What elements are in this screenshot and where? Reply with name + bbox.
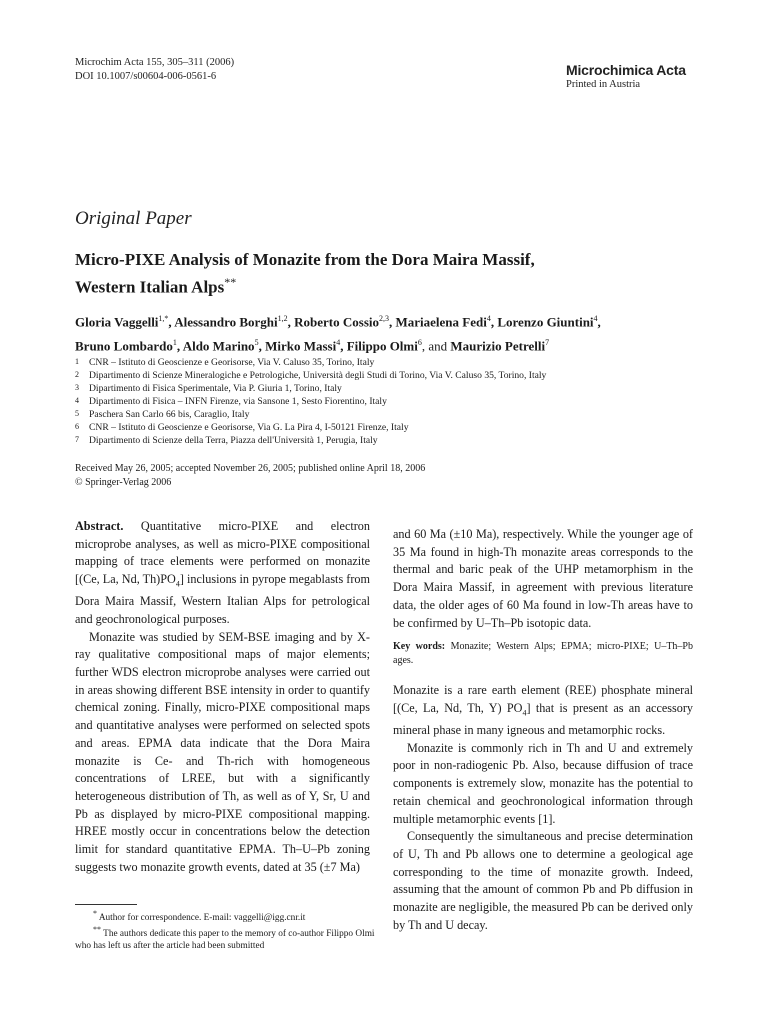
affiliation-item	[75, 408, 735, 421]
author-sep: ,	[258, 338, 266, 354]
author-name: Gloria Vaggelli	[75, 314, 159, 330]
author-affil: 1,2	[277, 314, 288, 323]
subscript: 4	[522, 708, 527, 718]
author-name: Mariaelena Fedi	[395, 314, 487, 330]
affiliation-number: 2	[75, 370, 79, 379]
affiliation-item	[75, 395, 735, 408]
affiliation-number: 4	[75, 396, 79, 405]
affiliation-item	[75, 434, 735, 447]
title-line-2-text: Western Italian Alps	[75, 277, 225, 297]
author-sep: ,	[597, 314, 601, 330]
author-sep: ,	[168, 314, 175, 330]
footnote-mark: *	[93, 909, 97, 918]
author-affil: 1,*	[158, 314, 169, 323]
intro-text: ] that is present as an accessory mineral phase in many igneous and metamorphic rocks.	[393, 700, 693, 738]
paper-type: Original Paper	[75, 208, 192, 229]
right-column	[393, 526, 693, 935]
intro-paragraph-1	[393, 682, 693, 740]
title-line-2	[75, 271, 715, 299]
author-affil: 6	[417, 338, 422, 348]
author-name: Roberto Cossio	[294, 314, 379, 330]
footnote-item	[75, 924, 375, 952]
affiliation-number: 6	[75, 422, 79, 431]
author-name: Maurizio Petrelli	[450, 338, 546, 354]
printed-in: Printed in Austria	[566, 79, 641, 90]
affiliation-item	[75, 421, 735, 434]
author-name: Filippo Olmi	[346, 338, 418, 354]
author-line-2	[75, 332, 735, 356]
author-name: Aldo Marino	[182, 338, 255, 354]
author-name: Lorenzo Giuntini	[497, 314, 594, 330]
author-sep: ,	[340, 338, 347, 354]
abstract-text: Quantitative micro-PIXE and electron microprobe analyses, as well as micro-PIXE compositional mapping of trace elements were performed on monazite [(Ce, La, Nd, Th)PO	[75, 519, 370, 587]
author-sep: ,	[176, 338, 183, 354]
author-affil: 4	[593, 314, 598, 323]
affiliation-text: CNR – Istituto di Geoscienze e Georisorse, Via G. La Pira 4, I-50121 Firenze, Italy	[89, 422, 409, 433]
affiliation-number: 1	[75, 357, 79, 366]
affiliation-number: 7	[75, 435, 79, 444]
author-sep: ,	[287, 314, 295, 330]
author-name: Mirko Massi	[265, 338, 337, 354]
journal-name: Microchimica Acta	[566, 62, 686, 78]
author-sep: ,	[490, 314, 498, 330]
footnote-item	[75, 908, 375, 924]
author-affil: 1	[172, 338, 177, 348]
affiliation-text: Dipartimento di Fisica Sperimentale, Via P. Giuria 1, Torino, Italy	[89, 383, 342, 394]
author-line-1	[75, 308, 735, 332]
abstract-paragraph-1	[75, 518, 370, 629]
footnote-text: Author for correspondence. E-mail: vaggelli@igg.cnr.it	[98, 913, 306, 924]
affiliation-item	[75, 356, 735, 369]
affiliation-item	[75, 382, 735, 395]
intro-paragraph-3: Consequently the simultaneous and precise determination of U, Th and Pb allows one to determine a geological age corresponding to the time of monazite growth. Indeed, assuming that the amount of common Pb and Pb diffusion in monazite are negligible, the measured Pb can be derived only by Th and U decay.	[393, 829, 693, 932]
author-affil: 7	[545, 338, 550, 348]
author-affil: 4	[336, 338, 341, 348]
footnote-rule	[75, 904, 137, 905]
keywords	[393, 640, 693, 668]
abstract-paragraph-3: and 60 Ma (±10 Ma), respectively. While the younger age of 35 Ma found in high-Th monazite areas corresponds to the thermal and baric peak of the UHP metamorphism in the Dora Maira Massif, in agreement with previous literature data, the older ages of 60 Ma found in low-Th areas have to be confirmed by U–Th–Pb isotopic data.	[393, 527, 693, 630]
title-footnote-mark: **	[224, 275, 237, 289]
affiliation-text: Dipartimento di Fisica – INFN Firenze, via Sansone 1, Sesto Fiorentino, Italy	[89, 396, 387, 407]
citation-header	[75, 56, 234, 84]
keywords-label: Key words:	[393, 641, 446, 653]
affiliation-text: Dipartimento di Scienze Mineralogiche e Petrologiche, Università degli Studi di Torino, Via V. Caluso 35, Torino, Italy	[89, 370, 547, 381]
intro-paragraph-2: Monazite is commonly rich in Th and U and extremely poor in non-radiogenic Pb. Also, because diffusion of trace components is extremely slow, monazite has the potential to retain chemical and geochronological information through multiple metamorphic events [1].	[393, 740, 693, 826]
left-column	[75, 518, 370, 877]
affiliation-text: Paschera San Carlo 66 bis, Caraglio, Italy	[89, 409, 250, 420]
author-sep: ,	[389, 314, 396, 330]
title-line-1: Micro-PIXE Analysis of Monazite from the Dora Maira Massif,	[75, 250, 535, 269]
keywords-text: Monazite; Western Alps; EPMA; micro-PIXE; U–Th–Pb ages.	[393, 641, 693, 667]
journal-branding	[566, 62, 686, 91]
affiliation-number: 3	[75, 383, 79, 392]
footnote-mark: **	[93, 925, 101, 935]
subscript: 4	[175, 579, 180, 589]
affiliation-text: CNR – Istituto di Geoscienze e Georisorse, Via V. Caluso 35, Torino, Italy	[89, 357, 375, 368]
author-affil: 2,3	[379, 314, 389, 323]
received-dates: Received May 26, 2005; accepted November 26, 2005; published online April 18, 2006	[75, 463, 426, 474]
author-name: Alessandro Borghi	[174, 314, 278, 330]
abstract-text: ] inclusions in pyrope megablasts from Dora Maira Massif, Western Italian Alps for petrological and geochronological purposes.	[75, 572, 370, 626]
author-sep: , and	[421, 338, 451, 354]
author-name: Bruno Lombardo	[75, 338, 173, 354]
paper-title	[75, 248, 715, 299]
footnotes	[75, 908, 375, 952]
author-affil: 5	[254, 338, 259, 348]
copyright: © Springer-Verlag 2006	[75, 477, 172, 488]
intro-text: Monazite is a rare earth element (REE) phosphate mineral [(Ce, La, Nd, Th, Y) PO	[393, 683, 693, 715]
doi: DOI 10.1007/s00604-006-0561-6	[75, 71, 217, 82]
abstract-paragraph-2: Monazite was studied by SEM-BSE imaging and by X-ray qualitative compositional maps of major elements; further WDS electron microprobe analyses were carried out in areas showing different BSE intensity in order to quantify chemical zoning. Finally, micro-PIXE compositional maps and quantitative analyses were performed on selected spots and areas. EPMA data indicate that the Dora Maira monazite is Ce- and Th-rich with homogeneous concentrations of LREE, but with a significantly heterogeneous distribution of Th, as well as of Y, Sr, U and Pb as displayed by micro-PIXE compositional mapping. HREE mostly occur in concentrations below the detection limit for standard quantitative EPMA. Th–U–Pb zoning suggests two monazite growth events, dated at 35 (±7 Ma)	[75, 629, 370, 874]
publication-dates	[75, 462, 425, 490]
affiliation-number: 5	[75, 409, 79, 418]
affiliation-item	[75, 369, 735, 382]
abstract-label: Abstract.	[75, 519, 124, 533]
affiliation-list	[75, 356, 735, 447]
affiliation-text: Dipartimento di Scienze della Terra, Piazza dell'Università 1, Perugia, Italy	[89, 435, 378, 446]
footnote-text: The authors dedicate this paper to the memory of co-author Filippo Olmi who has left us after the article had been submitted	[75, 929, 375, 952]
author-list	[75, 308, 735, 357]
author-affil: 4	[486, 314, 491, 323]
journal-citation: Microchim Acta 155, 305–311 (2006)	[75, 57, 235, 68]
